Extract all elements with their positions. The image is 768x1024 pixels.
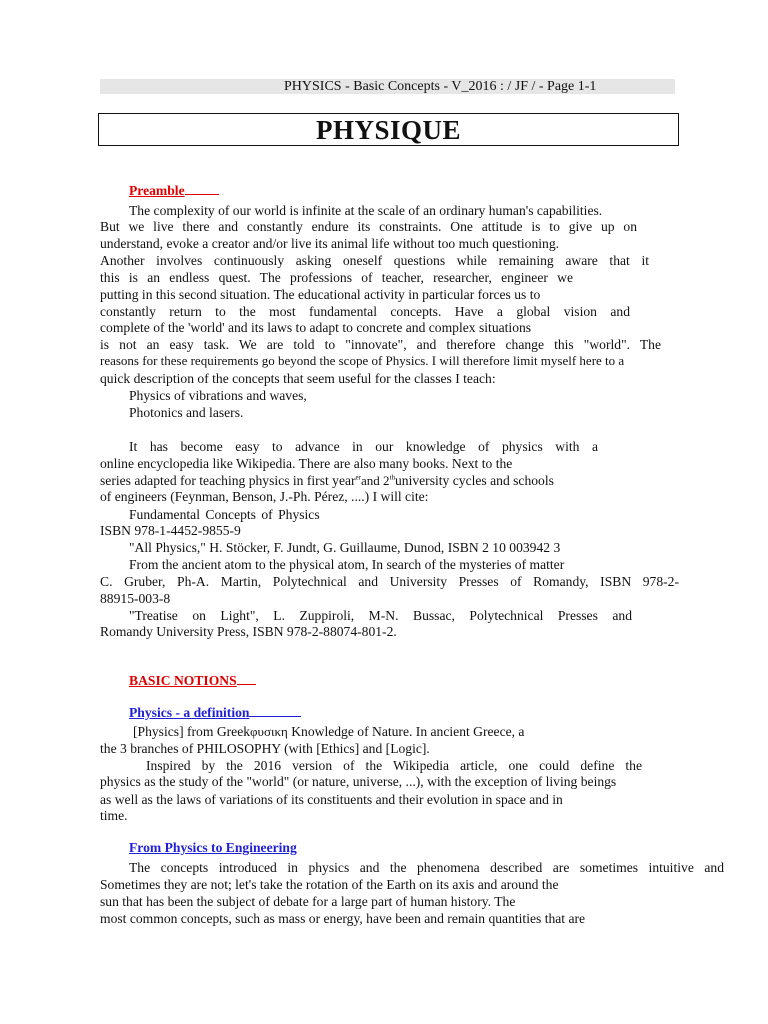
preamble-line: But we live there and constantly endure its constraints. One attitude is to give up on xyxy=(100,219,637,234)
preamble-line: Photonics and lasers. xyxy=(129,405,244,420)
references-intro-line: series adapted for teaching physics in first year$^{er}$and 2thuniversity cycles and schools xyxy=(100,473,554,488)
reference-item: "All Physics," H. Stöcker, F. Jundt, G. Guillaume, Dunod, ISBN 2 10 003942 3 xyxy=(129,540,561,555)
references-intro-line: online encyclopedia like Wikipedia. There are also many books. Next to the xyxy=(100,456,513,471)
engineering-line: The concepts introduced in physics and the phenomena described are sometimes intuitive and xyxy=(129,860,724,875)
definition-line: time. xyxy=(100,808,128,823)
engineering-line: Sometimes they are not; let's take the rotation of the Earth on its axis and around the xyxy=(100,877,559,892)
definition-line: Inspired by the 2016 version of the Wikipedia article, one could define the xyxy=(146,758,642,773)
definition-line: [Physics] from Greekφυσικη Knowledge of Nature. In ancient Greece, a xyxy=(133,724,525,739)
preamble-line: Another involves continuously asking oneself questions while remaining aware that it xyxy=(100,253,649,268)
basic-notions-heading: BASIC NOTIONS xyxy=(129,672,256,689)
reference-item: "Treatise on Light", L. Zuppiroli, M-N. Bussac, Polytechnical Presses and xyxy=(129,608,632,623)
page-header: PHYSICS - Basic Concepts - V_2016 : / JF / - Page 1-1 xyxy=(284,79,597,94)
greek-word: φυσικη xyxy=(250,724,288,739)
engineering-line: sun that has been the subject of debate for a large part of human history. The xyxy=(100,894,516,909)
preamble-line: The complexity of our world is infinite at the scale of an ordinary human's capabilities. xyxy=(129,203,603,218)
reference-item: From the ancient atom to the physical atom, In search of the mysteries of matter xyxy=(129,557,565,572)
preamble-line: Physics of vibrations and waves, xyxy=(129,388,307,403)
reference-item: 88915-003-8 xyxy=(100,591,171,606)
definition-heading: Physics - a definition xyxy=(129,704,301,721)
document-title-box xyxy=(98,113,679,146)
engineering-heading: From Physics to Engineering xyxy=(129,840,297,855)
definition-line: the 3 branches of PHILOSOPHY (with [Ethics] and [Logic]. xyxy=(100,741,430,756)
definition-line: as well as the laws of variations of its constituents and their evolution in space and in xyxy=(100,792,563,807)
preamble-heading: Preamble xyxy=(129,182,219,199)
reference-title: Fundamental Concepts of Physics xyxy=(129,507,320,522)
preamble-line: quick description of the concepts that seem useful for the classes I teach: xyxy=(100,371,496,386)
preamble-line: complete of the 'world' and its laws to adapt to concrete and complex situations xyxy=(100,320,532,335)
engineering-line: most common concepts, such as mass or energy, have been and remain quantities that are xyxy=(100,911,586,926)
reference-item: C. Gruber, Ph-A. Martin, Polytechnical and University Presses of Romandy, ISBN 978-2- xyxy=(100,574,679,589)
reference-item: Romandy University Press, ISBN 978-2-88074-801-2. xyxy=(100,624,397,639)
references-intro-line: of engineers (Feynman, Benson, J.-Ph. Pérez, ....) I will cite: xyxy=(100,489,429,504)
preamble-line: constantly return to the most fundamental concepts. Have a global vision and xyxy=(100,304,630,319)
preamble-line: reasons for these requirements go beyond the scope of Physics. I will therefore limit myself here to a xyxy=(100,353,625,368)
preamble-line: putting in this second situation. The educational activity in particular forces us to xyxy=(100,287,541,302)
definition-line: physics as the study of the "world" (or nature, universe, ...), with the exception of living beings xyxy=(100,774,617,789)
preamble-line: understand, evoke a creator and/or live its animal life without too much questioning. xyxy=(100,236,560,251)
preamble-line: this is an endless quest. The professions of teacher, researcher, engineer we xyxy=(100,270,573,285)
references-intro-line: It has become easy to advance in our knowledge of physics with a xyxy=(129,439,598,454)
document-title: PHYSIQUE xyxy=(315,115,462,145)
preamble-line: is not an easy task. We are told to "innovate", and therefore change this "world". The xyxy=(100,337,661,352)
reference-isbn: ISBN 978-1-4452-9855-9 xyxy=(100,523,241,538)
